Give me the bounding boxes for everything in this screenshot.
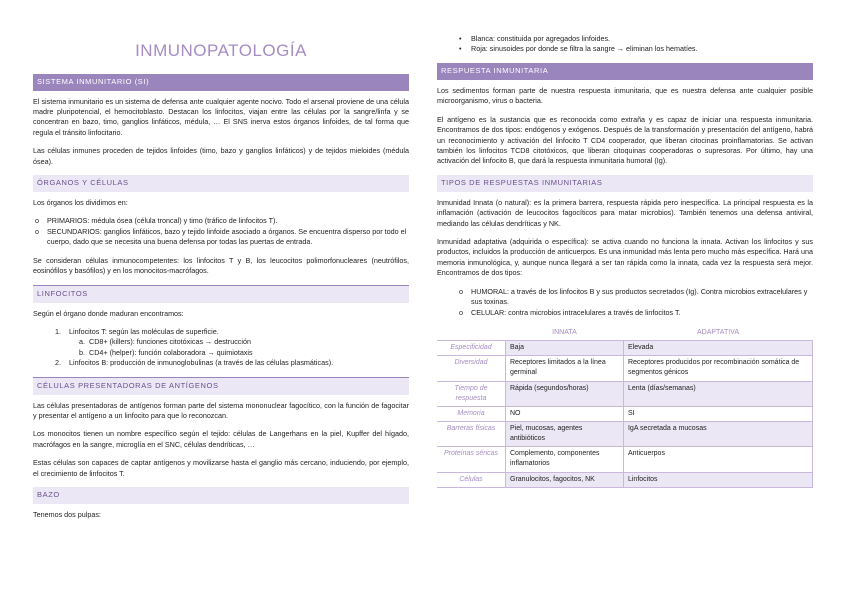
list-item — [33, 327, 409, 337]
paragraph: El antígeno es la sustancia que es reconocida como extraña y es capaz de iniciar una respuesta inmunitaria. Encontramos de dos tipos: endógenos y exógenos. Después de la transformación y presentación del antígeno, habrá un reconocimiento y activación del linfocito T CD4 cooperador, que liberan citocinas proinflamatorias. Se activan también los linfocitos TCD8 citotóxicos, que liberan citoquinas cooperadoras o supresoras. Por último, hay una activación del linfocito B, que dará la respuesta inmunitaria humoral (Ig). — [437, 114, 813, 166]
list-item-text: Linfocitos B: producción de inmunoglobulinas (a través de las células plasmáticas). — [69, 358, 334, 368]
table-row — [437, 472, 813, 487]
paragraph: Inmunidad adaptativa (adquirida o específica): se activa cuando no funciona la innata. Activan los linfocitos y sus productos, incluidos la producción de anticuerpos. Es una inmunidad más lenta pero mucho más específica. Hará una memoria inmunológica, y, aunque nunca llegará a ser tan rápida como la innata, cada vez la respuesta será mejor. Encontramos de dos tipos: — [437, 237, 813, 278]
section-header-respuesta: RESPUESTA INMUNITARIA — [437, 63, 813, 80]
table-cell: Piel, mucosas, agentes antibióticos — [506, 422, 624, 447]
paragraph: Los monocitos tienen un nombre específico según el tejido: células de Langerhans en la piel, Kupffer del hígado, macrófagos en la sangre, microglía en el SNC, células dendríticas, … — [33, 429, 409, 449]
section-header-organos: ÓRGANOS Y CÉLULAS — [33, 175, 409, 192]
row-header: Proteínas séricas — [437, 447, 506, 472]
table-cell: Lenta (días/semanas) — [623, 381, 812, 406]
list-item — [437, 287, 813, 308]
table-row — [437, 406, 813, 421]
list-item — [437, 34, 813, 44]
section-header-presentadoras: CÉLULAS PRESENTADORAS DE ANTÍGENOS — [33, 377, 409, 395]
row-header: Memoria — [437, 406, 506, 421]
row-header: Tiempo de respuesta — [437, 381, 506, 406]
bullet-icon: o — [35, 216, 39, 226]
page-title: INMUNOPATOLOGÍA — [135, 41, 307, 60]
table-cell: IgA secretada a mucosas — [623, 422, 812, 447]
list-item — [33, 348, 409, 358]
comparison-table — [437, 326, 813, 488]
paragraph: Estas células son capaces de captar antígenos y movilizarse hasta el ganglio más cercano, induciendo, por ejemplo, el crecimiento de linfocitos T. — [33, 458, 409, 478]
table-cell: Rápida (segundos/horas) — [506, 381, 624, 406]
table-cell: SI — [623, 406, 812, 421]
paragraph: Las células presentadoras de antígenos forman parte del sistema mononuclear fagocítico, con la función de fagocitar y presentar el antígeno a un linfocito para que lo reconozcan. — [33, 400, 409, 421]
table-row — [437, 341, 813, 356]
bullet-icon: • — [459, 34, 462, 43]
right-column — [437, 34, 813, 488]
bullet-icon: • — [459, 44, 462, 54]
row-header: Especificidad — [437, 341, 506, 356]
organ-list — [33, 216, 409, 247]
table-cell: Anticuerpos — [623, 447, 812, 472]
paragraph: Las células inmunes proceden de tejidos linfoides (timo, bazo y ganglios linfáticos) y de tejidos mieloides (médula ósea). — [33, 146, 409, 166]
table-cell: Elevada — [623, 341, 812, 356]
list-item — [33, 227, 409, 248]
bullet-icon: o — [35, 226, 39, 236]
table-header-cell — [437, 326, 506, 341]
list-item-text: HUMORAL: a través de los linfocitos B y sus productos secretados (Ig). Contra microbios extracelulares y sus toxinas. — [471, 286, 808, 307]
table-cell: Receptores limitados a la línea germinal — [506, 356, 624, 381]
table-cell: Linfocitos — [623, 472, 812, 487]
table-cell: Complemento, componentes inflamatorios — [506, 447, 624, 472]
paragraph: Según el órgano donde maduran encontramos: — [33, 308, 184, 318]
paragraph: Los órganos los dividimos en: — [33, 198, 128, 208]
list-item-text: Linfocitos T: según las moléculas de superficie. — [69, 326, 219, 336]
paragraph: Los sedimentos forman parte de nuestra respuesta inmunitaria, que es nuestra defensa ante cualquier posible microorganismo, virus o bacteria. — [437, 85, 813, 106]
response-type-list — [437, 287, 813, 318]
table-row — [437, 381, 813, 406]
list-item-text: SECUNDARIOS: ganglios linfáticos, bazo y tejido linfoide asociado a órganos. Se encuentra disperso por todo el cuerpo, dado que se necesita una buena defensa por todas las puertas de entrada. — [47, 226, 407, 247]
table-cell: NO — [506, 406, 624, 421]
paragraph: Tenemos dos pulpas: — [33, 510, 101, 520]
table-row — [437, 447, 813, 472]
list-item-text: CELULAR: contra microbios intracelulares a través de linfocitos T. — [471, 307, 681, 317]
bullet-icon: o — [459, 307, 463, 317]
number-marker: 1. — [55, 326, 61, 336]
paragraph: Se consideran células inmunocompetentes: los linfocitos T y B, los leucocitos polimorfonucleares (neutrófilos, eosinófilos y basófilos) y en los monocitos-macrófagos. — [33, 255, 409, 276]
section-header-bazo: BAZO — [33, 487, 409, 504]
table-header-row — [437, 326, 813, 341]
left-column — [33, 0, 409, 529]
table-header-cell: INNATA — [506, 326, 624, 341]
section-header-sistema: SISTEMA INMUNITARIO (SI) — [33, 74, 409, 91]
table-header-cell: ADAPTATIVA — [623, 326, 812, 341]
row-header: Barreras físicas — [437, 422, 506, 447]
pulpa-list — [437, 34, 813, 55]
list-item — [437, 308, 813, 318]
row-header: Células — [437, 472, 506, 487]
list-item-text: CD4+ (helper): función colaboradora → quimiotaxis — [89, 347, 253, 357]
number-marker: 2. — [55, 358, 61, 368]
row-header: Diversidad — [437, 356, 506, 381]
list-item — [33, 358, 409, 368]
section-header-linfocitos: LINFOCITOS — [33, 285, 409, 303]
list-item-text: PRIMARIOS: médula ósea (célula troncal) y timo (tráfico de linfocitos T). — [47, 216, 278, 226]
table-row — [437, 422, 813, 447]
list-item-text: Blanca: constituida por agregados linfoides. — [471, 34, 611, 43]
list-item-text: Roja: sinusoides por donde se filtra la sangre → eliminan los hematíes. — [471, 44, 698, 54]
section-header-tipos: TIPOS DE RESPUESTAS INMUNITARIAS — [437, 175, 813, 192]
list-item — [33, 337, 409, 347]
paragraph: El sistema inmunitario es un sistema de defensa ante cualquier agente nocivo. Todo el arsenal proviene de una célula madre pluripotencial, el hemocitoblasto. Destacan los linfocitos, viajan entre las células por la sangre/linfa y se concentran en bazo, timo, ganglios linfáticos, médula, … El SNS inerva estos órganos linfoides, de tal forma que regula el tránsito linfocitario. — [33, 96, 409, 137]
table-row — [437, 356, 813, 381]
paragraph: Inmunidad Innata (o natural): es la primera barrera, respuesta rápida pero inespecífica. La principal respuesta es la inflamación (activación de leucocitos fagocíticos para matar microbios). También tenemos una defensa antiviral, mediando las células dendríticas y NK. — [437, 197, 813, 228]
table-cell: Granulocitos, fagocitos, NK — [506, 472, 624, 487]
bullet-icon: o — [459, 286, 463, 296]
letter-marker: b. — [79, 347, 85, 357]
lymphocyte-list — [33, 327, 409, 369]
table-cell: Baja — [506, 341, 624, 356]
list-item — [33, 216, 409, 226]
table-cell: Receptores producidos por recombinación somática de segmentos génicos — [623, 356, 812, 381]
list-item — [437, 44, 813, 54]
letter-marker: a. — [79, 337, 85, 347]
list-item-text: CD8+ (killers): funciones citotóxicas → destrucción — [89, 337, 251, 347]
